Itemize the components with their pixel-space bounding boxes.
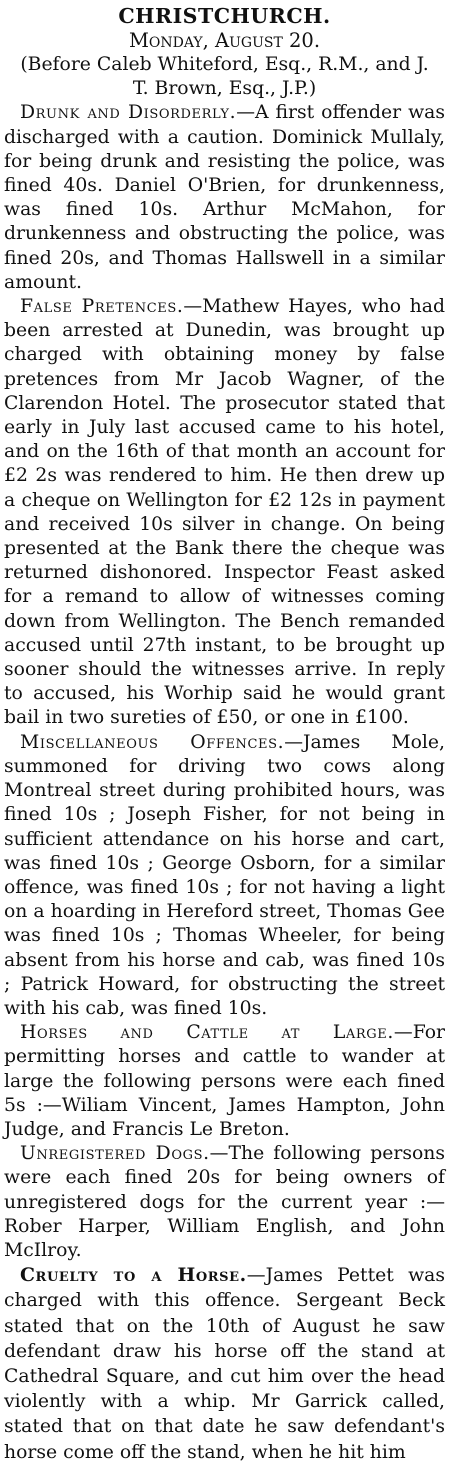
paragraph-caption: Miscellaneous Offences.: [20, 731, 285, 753]
paragraph-body: —James Pettet was charged with this offence. Sergeant Beck stated that on the 10th of August he saw defendant draw his horse off the stand at Cathedral Square, and cut him over the head violently with a whip. Mr Garrick called, stated that on that date he saw defendant's horse come off the stand, when he hit him: [4, 1265, 445, 1463]
paragraph-miscellaneous-offences: [4, 731, 445, 1021]
paragraph-caption: Drunk and Disorderly.: [20, 102, 237, 124]
paragraph-drunk-and-disorderly: [4, 101, 445, 295]
paragraph-unregistered-dogs: [4, 1142, 445, 1263]
paragraph-caption: False Pretences.: [20, 296, 184, 318]
article-heading: CHRISTCHURCH.: [118, 4, 331, 28]
bench-line: (Before Caleb Whiteford, Esq., R.M., and J. T. Brown, Esq., J.P.): [20, 54, 429, 100]
paragraph-caption: Unregistered Dogs.: [20, 1143, 210, 1165]
paragraph-body: —For permitting horses and cattle to wander at large the following persons were each fined 5s :—Wiliam Vincent, James Hampton, John Judge, and Francis Le Breton.: [4, 1022, 445, 1140]
paragraph-body: —James Mole, summoned for driving two cows along Montreal street during prohibited hours, was fined 10s ; Joseph Fisher, for not being in sufficient attendance on his horse and cart, was fined 10s ; George Osborn, for a similar offence, was fined 10s ; for not having a light on a hoarding in Hereford street, Thomas Gee was fined 10s ; Thomas Wheeler, for being absent from his horse and cab, was fined 10s ; Patrick Howard, for obstructing the street with his cab, was fined 10s.: [4, 731, 445, 1019]
paragraph-cruelty-to-a-horse: [4, 1263, 445, 1465]
paragraph-body: —Mathew Hayes, who had been arrested at Dunedin, was brought up charged with obtaining money by false pretences from Mr Jacob Wagner, of the Clarendon Hotel. The prosecutor stated that early in July last accused came to his hotel, and on the 16th of that month an account for £2 2s was rendered to him. He then drew up a cheque on Wellington for £2 12s in payment and received 10s silver in change. On being presented at the Bank there the cheque was returned dishonored. Inspector Feast asked for a remand to allow of witnesses coming down from Wellington. The Bench remanded accused until 27th instant, to be brought up sooner should the witnesses arrive. In reply to accused, his Worhip said he would grant bail in two sureties of £50, or one in £100.: [4, 296, 445, 729]
paragraph-false-pretences: [4, 295, 445, 731]
paragraph-caption: Horses and Cattle at Large.: [20, 1022, 394, 1044]
dateline: Monday, August 20.: [128, 29, 321, 52]
paragraph-caption: Cruelty to a Horse.: [20, 1264, 247, 1287]
paragraph-body: —A first offender was discharged with a caution. Dominick Mullaly, for being drunk and resisting the police, was fined 40s. Daniel O'Brien, for drunkenness, was fined 10s. Arthur McMahon, for drunkenness and obstructing the police, was fined 20s, and Thomas Hallswell in a similar amount.: [4, 102, 445, 293]
paragraph-horses-and-cattle: [4, 1021, 445, 1142]
paragraph-body: —The following persons were each fined 20s for being owners of unregistered dogs for the current year :—Rober Harper, William English, and John McIlroy.: [4, 1143, 445, 1261]
